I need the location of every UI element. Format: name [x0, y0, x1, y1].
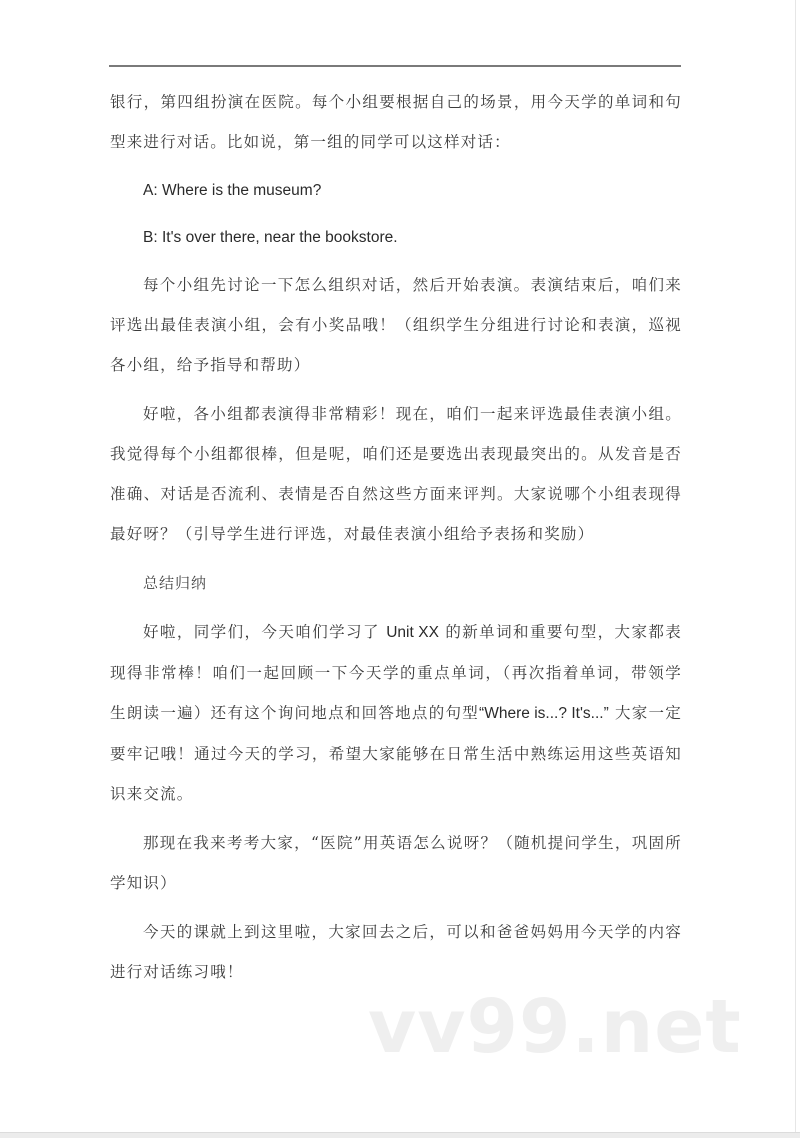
summary-text-after: 大家一定要牢记哦！通过今天的学习，希望大家能够在日常生活中熟练运用这些英语知识来交流。: [110, 704, 682, 803]
sentence-pattern: “Where is...? It's...”: [479, 705, 609, 722]
unit-label: Unit XX: [386, 624, 439, 641]
page-bottom-edge: [0, 1132, 800, 1138]
paragraph-evaluation: 好啦，各小组都表演得非常精彩！现在，咱们一起来评选最佳表演小组。我觉得每个小组都很棒，但是呢，咱们还是要选出表现最突出的。从发音是否准确、对话是否流利、表情是否自然这些方面来评判。大家说哪个小组表现得最好呀？（引导学生进行评选，对最佳表演小组给予表扬和奖励）: [110, 405, 682, 543]
paragraph-quiz: 那现在我来考考大家，“医院”用英语怎么说呀？（随机提问学生，巩固所学知识）: [110, 834, 682, 892]
paragraph-group-roles: 银行，第四组扮演在医院。每个小组要根据自己的场景，用今天学的单词和句型来进行对话。比如说，第一组的同学可以这样对话：: [110, 93, 682, 151]
summary-text-middle: 的新单词和重要句型，大家都表现得非常棒！咱们一起回顾一下今天学的重点单词，（再次指着单词，带领学生朗读一遍）还有这个询问地点和回答地点的句型: [110, 623, 682, 722]
watermark: vv99.net: [368, 984, 742, 1070]
header-rule: [109, 65, 681, 67]
document-body: [110, 82, 682, 1001]
dialogue-line-b: B: It's over there, near the bookstore.: [143, 229, 398, 246]
paragraph-group-discussion: 每个小组先讨论一下怎么组织对话，然后开始表演。表演结束后，咱们来评选出最佳表演小组，会有小奖品哦！（组织学生分组进行讨论和表演，巡视各小组，给予指导和帮助）: [110, 276, 682, 374]
section-heading-summary: 总结归纳: [143, 574, 208, 592]
paragraph-closing: 今天的课就上到这里啦，大家回去之后，可以和爸爸妈妈用今天学的内容进行对话练习哦！: [110, 923, 682, 981]
dialogue-line-a: A: Where is the museum?: [143, 182, 322, 199]
summary-text-before: 好啦，同学们，今天咱们学习了: [143, 623, 387, 641]
paragraph-summary: [110, 612, 682, 814]
